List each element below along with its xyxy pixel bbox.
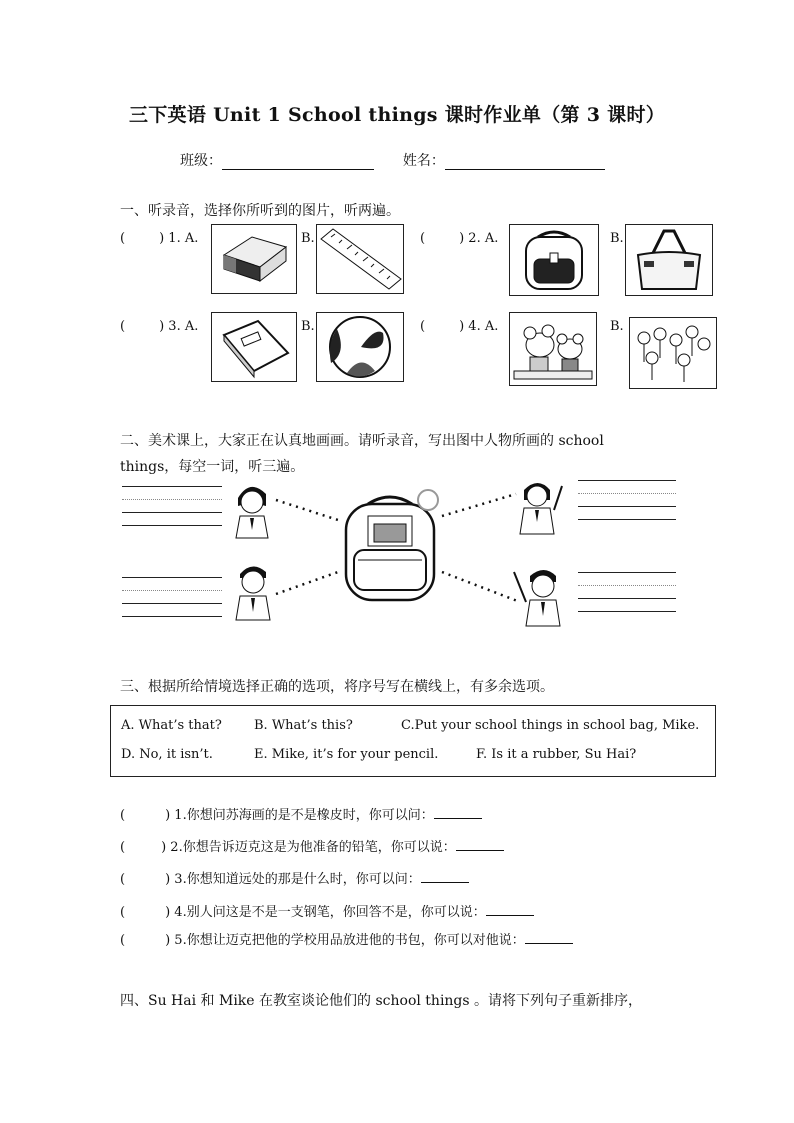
book-picture[interactable] [211, 312, 297, 382]
ball-icon [317, 313, 403, 381]
drawing-class-illustration [228, 476, 584, 636]
book-icon [212, 313, 296, 381]
cartoon-mice-picture[interactable] [509, 312, 597, 386]
page-title: 三下英语 Unit 1 School things 课时作业单（第 3 课时） [128, 104, 666, 126]
sec3-question-2: ( ) 2.你想告诉迈克这是为他准备的铅笔，你可以说： [120, 836, 504, 855]
option-c: C.Put your school things in school bag, Mike. [401, 718, 700, 733]
question-3: ( ) 3. A. [120, 319, 199, 334]
response-blank[interactable] [525, 929, 573, 944]
option-e: E. Mike, it’s for your pencil. [254, 747, 439, 762]
sec3-question-1: ( ) 1.你想问苏海画的是不是橡皮时，你可以问： [120, 804, 482, 823]
option-b-label: B. [301, 231, 315, 246]
sec3-question-3: ( ) 3.你想知道远处的那是什么时，你可以问： [120, 868, 469, 887]
section1-heading: 一、听录音，选择你所听到的图片，听两遍。 [120, 203, 400, 219]
option-b-label: B. [610, 319, 624, 334]
option-f: F. Is it a rubber, Su Hai? [476, 747, 637, 762]
girl-top-left-icon [236, 487, 268, 538]
section2-heading-line2: things，每空一词，听三遍。 [120, 459, 305, 475]
ruler-icon [317, 225, 403, 293]
girl-top-right-icon [520, 483, 562, 534]
cartoon-crowd-picture[interactable] [629, 317, 717, 389]
student-info [180, 150, 605, 170]
options-box [110, 705, 716, 777]
class-label: 班级： [180, 153, 222, 169]
section4-heading: 四、Su Hai 和 Mike 在教室谈论他们的 school things 。请将下列句子重新排序， [120, 993, 643, 1009]
handbag-picture[interactable] [625, 224, 713, 296]
response-blank[interactable] [434, 804, 482, 819]
option-d: D. No, it isn’t. [121, 747, 213, 762]
option-b-label: B. [610, 231, 624, 246]
option-a: A. What’s that? [121, 718, 222, 733]
response-blank[interactable] [456, 836, 504, 851]
option-b-label: B. [301, 319, 315, 334]
center-schoolbag-icon [346, 490, 438, 600]
sec3-question-5: ( ) 5.你想让迈克把他的学校用品放进他的书包，你可以对他说： [120, 929, 573, 948]
ball-picture[interactable] [316, 312, 404, 382]
boy-bottom-right-icon [514, 570, 560, 626]
name-blank[interactable] [445, 153, 605, 170]
question-1: ( ) 1. A. [120, 231, 199, 246]
class-blank[interactable] [222, 153, 374, 170]
rubber-icon [212, 225, 296, 293]
section3-heading: 三、根据所给情境选择正确的选项，将序号写在横线上，有多余选项。 [120, 679, 554, 695]
section2-heading-line1: 二、美术课上，大家正在认真地画画。请听录音，写出图中人物所画的 school [120, 433, 604, 449]
cartoon-crowd-icon [630, 318, 716, 388]
question-2: ( ) 2. A. [420, 231, 499, 246]
rubber-picture[interactable] [211, 224, 297, 294]
schoolbag-icon [510, 225, 598, 295]
ruler-picture[interactable] [316, 224, 404, 294]
name-label: 姓名： [402, 153, 445, 169]
sec3-question-4: ( ) 4.别人问这是不是一支钢笔，你回答不是，你可以说： [120, 901, 534, 920]
handbag-icon [626, 225, 712, 295]
question-4: ( ) 4. A. [420, 319, 499, 334]
cartoon-mice-icon [510, 313, 596, 385]
boy-bottom-left-icon [236, 566, 270, 620]
option-b: B. What’s this? [254, 718, 353, 733]
response-blank[interactable] [421, 868, 469, 883]
response-blank[interactable] [486, 901, 534, 916]
schoolbag-picture[interactable] [509, 224, 599, 296]
